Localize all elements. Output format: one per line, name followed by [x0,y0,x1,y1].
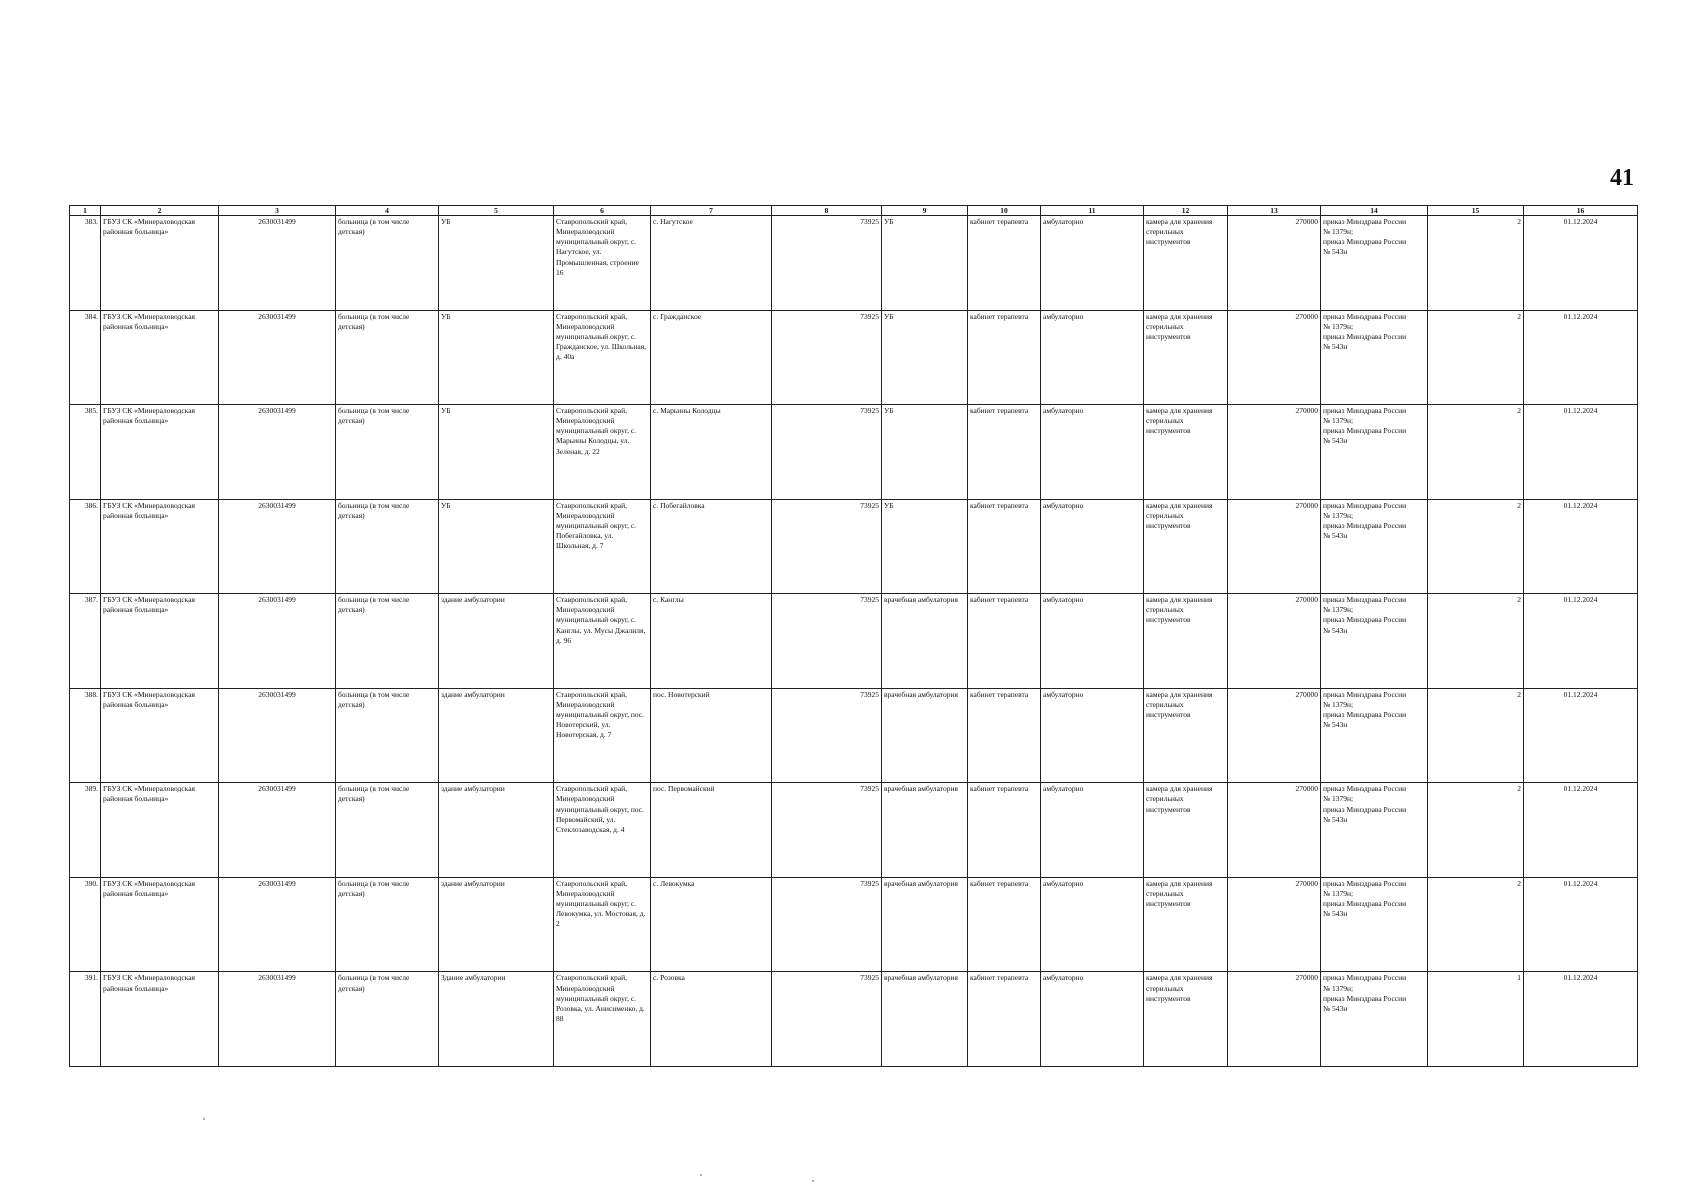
building-cell: УБ [439,216,554,311]
equipment-cell: камера для хранения стерильных инструментов [1144,877,1228,972]
locality-cell: с. Розовка [651,972,772,1067]
quantity-cell: 2 [1428,405,1524,500]
row-number-cell: 383. [70,216,101,311]
column-header-16: 16 [1524,206,1638,216]
building-cell: здание амбулатории [439,877,554,972]
price-cell: 270000 [1228,688,1321,783]
code-cell: 73925 [772,877,882,972]
price-cell: 270000 [1228,972,1321,1067]
table-body [70,216,1638,1067]
orders-cell [1321,972,1428,1067]
equipment-cell: камера для хранения стерильных инструментов [1144,499,1228,594]
orders-cell [1321,594,1428,689]
order-line: № 1379н; [1323,510,1354,520]
facility-type-cell: больница (в том числе детская) [336,877,439,972]
care-form-cell: амбулаторно [1041,877,1144,972]
order-line: приказ Минздрава России [1323,689,1407,699]
facility-type-cell: больница (в том числе детская) [336,783,439,878]
code-cell: 73925 [772,499,882,594]
quantity-cell: 2 [1428,877,1524,972]
organization-cell: ГБУЗ СК «Минераловодская районная больница» [101,405,219,500]
column-header-11: 11 [1041,206,1144,216]
locality-cell: с. Побегайловка [651,499,772,594]
table-row [70,216,1638,311]
orders-cell [1321,499,1428,594]
column-header-12: 12 [1144,206,1228,216]
organization-cell: ГБУЗ СК «Минераловодская районная больница» [101,972,219,1067]
building-cell: здание амбулатории [439,783,554,878]
quantity-cell: 2 [1428,499,1524,594]
code-cell: 73925 [772,972,882,1067]
organization-cell: ГБУЗ СК «Минераловодская районная больница» [101,783,219,878]
inn-cell: 2630031499 [219,216,336,311]
column-header-1: 1 [70,206,101,216]
care-form-cell: амбулаторно [1041,405,1144,500]
inn-cell: 2630031499 [219,783,336,878]
facility-type-cell: больница (в том числе детская) [336,310,439,405]
order-line: приказ Минздрава России [1323,311,1407,321]
row-number-cell: 386. [70,499,101,594]
order-line: № 1379н; [1323,321,1354,331]
address-cell: Ставропольский край, Минераловодский муниципальный округ, с. Марьины Колодцы, ул. Зеленая, д. 22 [554,405,651,500]
care-form-cell: амбулаторно [1041,594,1144,689]
price-cell: 270000 [1228,783,1321,878]
price-cell: 270000 [1228,405,1321,500]
order-line: приказ Минздрава России [1323,784,1407,794]
care-form-cell: амбулаторно [1041,972,1144,1067]
equipment-cell: камера для хранения стерильных инструментов [1144,310,1228,405]
table-row [70,405,1638,500]
column-header-7: 7 [651,206,772,216]
date-cell: 01.12.2024 [1524,405,1638,500]
column-header-10: 10 [968,206,1041,216]
room-cell: кабинет терапевта [968,405,1041,500]
inn-cell: 2630031499 [219,499,336,594]
order-line: приказ Минздрава России [1323,520,1407,530]
address-cell: Ставропольский край, Минераловодский муниципальный округ, с. Нагутское, ул. Промышленная, строение 16 [554,216,651,311]
organization-cell: ГБУЗ СК «Минераловодская районная больница» [101,877,219,972]
inn-cell: 2630031499 [219,310,336,405]
order-line: № 543н [1323,625,1348,635]
room-cell: кабинет терапевта [968,972,1041,1067]
order-line: № 543н [1323,436,1348,446]
organization-cell: ГБУЗ СК «Минераловодская районная больница» [101,499,219,594]
care-form-cell: амбулаторно [1041,688,1144,783]
order-line: № 1379н; [1323,794,1354,804]
building-cell: здание амбулатории [439,688,554,783]
building-cell: Здание амбулатории [439,972,554,1067]
building-cell: УБ [439,499,554,594]
price-cell: 270000 [1228,877,1321,972]
quantity-cell: 2 [1428,783,1524,878]
unit-cell: врачебная амбулатория [882,877,968,972]
unit-cell: врачебная амбулатория [882,594,968,689]
row-number-cell: 390. [70,877,101,972]
order-line: приказ Минздрава России [1323,331,1407,341]
order-line: приказ Минздрава России [1323,878,1407,888]
code-cell: 73925 [772,216,882,311]
code-cell: 73925 [772,783,882,878]
price-cell: 270000 [1228,499,1321,594]
table-row [70,499,1638,594]
room-cell: кабинет терапевта [968,216,1041,311]
organization-cell: ГБУЗ СК «Минераловодская районная больница» [101,310,219,405]
address-cell: Ставропольский край, Минераловодский муниципальный округ, пос. Первомайский, ул. Стеклозаводская, д. 4 [554,783,651,878]
order-line: № 1379н; [1323,888,1354,898]
column-header-2: 2 [101,206,219,216]
row-number-cell: 384. [70,310,101,405]
date-cell: 01.12.2024 [1524,877,1638,972]
column-header-13: 13 [1228,206,1321,216]
page-number: 41 [1610,165,1634,191]
care-form-cell: амбулаторно [1041,310,1144,405]
locality-cell: с. Левокумка [651,877,772,972]
price-cell: 270000 [1228,216,1321,311]
quantity-cell: 2 [1428,688,1524,783]
orders-cell [1321,688,1428,783]
date-cell: 01.12.2024 [1524,688,1638,783]
equipment-cell: камера для хранения стерильных инструментов [1144,216,1228,311]
order-line: приказ Минздрава России [1323,615,1407,625]
row-number-cell: 385. [70,405,101,500]
facility-type-cell: больница (в том числе детская) [336,688,439,783]
facility-type-cell: больница (в том числе детская) [336,499,439,594]
equipment-cell: камера для хранения стерильных инструментов [1144,688,1228,783]
orders-cell [1321,783,1428,878]
date-cell: 01.12.2024 [1524,594,1638,689]
building-cell: УБ [439,405,554,500]
date-cell: 01.12.2024 [1524,783,1638,878]
quantity-cell: 2 [1428,310,1524,405]
date-cell: 01.12.2024 [1524,499,1638,594]
order-line: приказ Минздрава России [1323,973,1407,983]
order-line: приказ Минздрава России [1323,804,1407,814]
inn-cell: 2630031499 [219,405,336,500]
facility-type-cell: больница (в том числе детская) [336,972,439,1067]
equipment-cell: камера для хранения стерильных инструментов [1144,783,1228,878]
column-header-8: 8 [772,206,882,216]
order-line: № 543н [1323,247,1348,257]
order-line: № 1379н; [1323,605,1354,615]
locality-cell: с. Нагутское [651,216,772,311]
row-number-cell: 389. [70,783,101,878]
room-cell: кабинет терапевта [968,688,1041,783]
order-line: приказ Минздрава России [1323,899,1407,909]
inn-cell: 2630031499 [219,594,336,689]
code-cell: 73925 [772,688,882,783]
order-line: № 543н [1323,909,1348,919]
room-cell: кабинет терапевта [968,783,1041,878]
unit-cell: УБ [882,310,968,405]
table-row [70,877,1638,972]
scan-speck [203,1118,205,1120]
order-line: № 543н [1323,1003,1348,1013]
organization-cell: ГБУЗ СК «Минераловодская районная больница» [101,216,219,311]
unit-cell: УБ [882,216,968,311]
header-row [70,206,1638,216]
order-line: приказ Минздрава России [1323,426,1407,436]
price-cell: 270000 [1228,594,1321,689]
order-line: приказ Минздрава России [1323,237,1407,247]
order-line: приказ Минздрава России [1323,595,1407,605]
unit-cell: УБ [882,499,968,594]
order-line: № 1379н; [1323,416,1354,426]
table-row [70,688,1638,783]
address-cell: Ставропольский край, Минераловодский муниципальный округ, с. Канглы, ул. Мусы Джалиля, д. 96 [554,594,651,689]
facility-type-cell: больница (в том числе детская) [336,216,439,311]
code-cell: 73925 [772,310,882,405]
column-header-15: 15 [1428,206,1524,216]
facility-type-cell: больница (в том числе детская) [336,594,439,689]
quantity-cell: 2 [1428,594,1524,689]
orders-cell [1321,216,1428,311]
inn-cell: 2630031499 [219,688,336,783]
order-line: № 543н [1323,531,1348,541]
address-cell: Ставропольский край, Минераловодский муниципальный округ, с. Побегайловка, ул. Школьная, д. 7 [554,499,651,594]
organization-cell: ГБУЗ СК «Минераловодская районная больница» [101,594,219,689]
order-line: приказ Минздрава России [1323,993,1407,1003]
locality-cell: с. Канглы [651,594,772,689]
care-form-cell: амбулаторно [1041,499,1144,594]
address-cell: Ставропольский край, Минераловодский муниципальный округ, с. Розовка, ул. Анисименко, д. 88 [554,972,651,1067]
scan-speck [700,1174,702,1176]
locality-cell: пос. Первомайский [651,783,772,878]
quantity-cell: 2 [1428,216,1524,311]
equipment-cell: камера для хранения стерильных инструментов [1144,594,1228,689]
column-header-14: 14 [1321,206,1428,216]
row-number-cell: 388. [70,688,101,783]
unit-cell: врачебная амбулатория [882,972,968,1067]
address-cell: Ставропольский край, Минераловодский муниципальный округ, с. Гражданское, ул. Школьная, д. 40а [554,310,651,405]
table-row [70,972,1638,1067]
table-row [70,310,1638,405]
order-line: приказ Минздрава России [1323,217,1407,226]
order-line: № 1379н; [1323,227,1354,237]
order-line: приказ Минздрава России [1323,500,1407,510]
row-number-cell: 387. [70,594,101,689]
care-form-cell: амбулаторно [1041,783,1144,878]
unit-cell: врачебная амбулатория [882,688,968,783]
table-row [70,783,1638,878]
date-cell: 01.12.2024 [1524,972,1638,1067]
date-cell: 01.12.2024 [1524,216,1638,311]
unit-cell: УБ [882,405,968,500]
price-cell: 270000 [1228,310,1321,405]
care-form-cell: амбулаторно [1041,216,1144,311]
column-header-9: 9 [882,206,968,216]
orders-cell [1321,310,1428,405]
order-line: № 1379н; [1323,699,1354,709]
orders-cell [1321,405,1428,500]
locality-cell: с. Марьины Колодцы [651,405,772,500]
address-cell: Ставропольский край, Минераловодский муниципальный округ, с. Левокумка, ул. Мостовая, д. 2 [554,877,651,972]
locality-cell: пос. Новотерский [651,688,772,783]
order-line: № 543н [1323,341,1348,351]
equipment-cell: камера для хранения стерильных инструментов [1144,972,1228,1067]
order-line: № 543н [1323,814,1348,824]
equipment-registry-table [69,205,1638,1067]
room-cell: кабинет терапевта [968,499,1041,594]
date-cell: 01.12.2024 [1524,310,1638,405]
column-header-5: 5 [439,206,554,216]
address-cell: Ставропольский край, Минераловодский муниципальный округ, пос. Новотерский, ул. Новотерская, д. 7 [554,688,651,783]
facility-type-cell: больница (в том числе детская) [336,405,439,500]
code-cell: 73925 [772,594,882,689]
table-row [70,594,1638,689]
building-cell: здание амбулатории [439,594,554,689]
quantity-cell: 1 [1428,972,1524,1067]
room-cell: кабинет терапевта [968,594,1041,689]
column-header-4: 4 [336,206,439,216]
locality-cell: с. Гражданское [651,310,772,405]
inn-cell: 2630031499 [219,972,336,1067]
scan-speck [812,1180,814,1182]
room-cell: кабинет терапевта [968,310,1041,405]
row-number-cell: 391. [70,972,101,1067]
order-line: приказ Минздрава России [1323,709,1407,719]
order-line: № 1379н; [1323,983,1354,993]
table-header [70,206,1638,216]
order-line: приказ Минздрава России [1323,406,1407,416]
room-cell: кабинет терапевта [968,877,1041,972]
order-line: № 543н [1323,720,1348,730]
building-cell: УБ [439,310,554,405]
organization-cell: ГБУЗ СК «Минераловодская районная больница» [101,688,219,783]
inn-cell: 2630031499 [219,877,336,972]
code-cell: 73925 [772,405,882,500]
unit-cell: врачебная амбулатория [882,783,968,878]
equipment-cell: камера для хранения стерильных инструментов [1144,405,1228,500]
orders-cell [1321,877,1428,972]
column-header-6: 6 [554,206,651,216]
column-header-3: 3 [219,206,336,216]
